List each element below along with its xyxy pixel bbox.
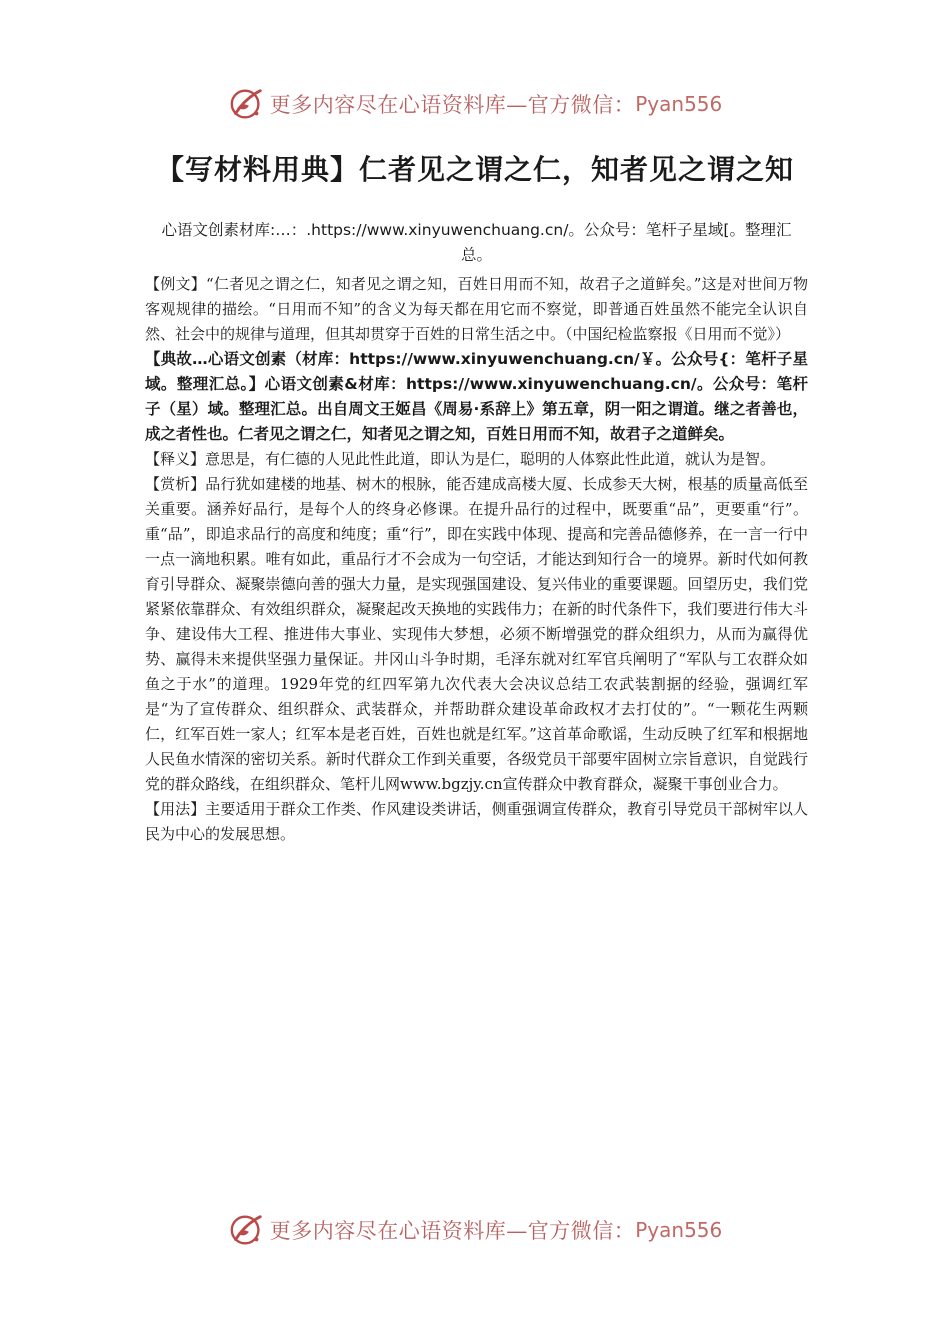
article-body <box>145 218 808 847</box>
banner-content <box>228 1211 723 1249</box>
appreciation-paragraph <box>145 472 808 797</box>
meaning-text: 意思是，有仁德的人见此性此道，即认为是仁，聪明的人体察此性此道，就认为是智。 <box>205 450 776 468</box>
example-tag: 【例文】 <box>145 275 206 293</box>
usage-paragraph <box>145 797 808 847</box>
brush-logo-icon <box>228 1211 266 1249</box>
usage-tag: 【用法】 <box>145 800 206 818</box>
banner-wechat-id: Pyan556 <box>635 92 723 116</box>
footer-banner <box>0 1208 950 1252</box>
example-paragraph <box>145 272 808 347</box>
banner-text: 更多内容尽在心语资料库—官方微信： <box>269 93 636 117</box>
appreciation-text: 品行犹如建楼的地基、树木的根脉，能否建成高楼大厦、长成参天大树，根基的质量高低至关重要。涵养好品行，是每个人的终身必修课。在提升品行的过程中，既要重“品”，更要重“行”。重“品”，即追求品行的高度和纯度；重“行”，即在实践中体现、提高和完善品德修养，在一言一行中一点一滴地积累。唯有如此，重品行才不会成为一句空话，才能达到知行合一的境界。新时代如何教育引导群众、凝聚崇德向善的强大力量，是实现强国建设、复兴伟业的重要课题。回望历史，我们党紧紧依靠群众、有效组织群众，凝聚起改天换地的实践伟力；在新的时代条件下，我们要进行伟大斗争、建设伟大工程、推进伟大事业、实现伟大梦想，必须不断增强党的群众组织力，从而为赢得优势、赢得未来提供坚强力量保证。井冈山斗争时期，毛泽东就对红军官兵阐明了“军队与工农群众如鱼之于水”的道理。1929年党的红四军第九次代表大会决议总结工农武装割据的经验，强调红军是“为了宣传群众、组织群众、武装群众，并帮助群众建设革命政权才去打仗的”。“一颗花生两颗仁，红军百姓一家人；红军本是老百姓，百姓也就是红军。”这首革命歌谣，生动反映了红军和根据地人民鱼水情深的密切关系。新时代群众工作到关重要，各级党员干部要牢固树立宗旨意识，自觉践行党的群众路线，在组织群众、笔杆儿网www.bgzjy.cn宣传群众中教育群众，凝聚干事创业合力。 <box>145 475 808 793</box>
banner-text: 更多内容尽在心语资料库—官方微信： <box>269 1219 636 1243</box>
meaning-paragraph <box>145 447 808 472</box>
usage-text: 主要适用于群众工作类、作风建设类讲话，侧重强调宣传群众，教育引导党员干部树牢以人民为中心的发展思想。 <box>145 800 808 843</box>
page-title: 【写材料用典】仁者见之谓之仁，知者见之谓之知 <box>155 153 794 186</box>
meaning-tag: 【释义】 <box>145 450 206 468</box>
origin-paragraph: 【典故…心语文创素（材库：https://www.xinyuwenchuang.cn/￥。公众号{：笔杆子星域。整理汇总。】心语文创素&材库：https://www.xinyuwenchuang.cn/。公众号：笔杆子（星）域。整理汇总。出自周文王姬昌《周易·系辞上》第五章，阴一阳之谓道。继之者善也，成之者性也。仁者见之谓之仁，知者见之谓之知，百姓日用而不知，故君子之道鲜矣。 <box>145 350 808 443</box>
brush-logo-icon <box>228 85 266 123</box>
source-line: 心语文创素材库:…：.https://www.xinyuwenchuang.cn/。公众号：笔杆子星域[。整理汇总。 <box>161 221 792 264</box>
header-banner <box>0 82 950 126</box>
appreciation-tag: 【赏析】 <box>145 475 206 493</box>
banner-content <box>228 85 723 123</box>
example-text: “仁者见之谓之仁，知者见之谓之知，百姓日用而不知，故君子之道鲜矣。”这是对世间万物客观规律的描绘。“日用而不知”的含义为每天都在用它而不察觉，即普通百姓虽然不能完全认识自然、社会中的规律与道理，但其却贯穿于百姓的日常生活之中。（中国纪检监察报《日用而不觉》） <box>145 275 808 343</box>
banner-wechat-id: Pyan556 <box>635 1218 723 1242</box>
